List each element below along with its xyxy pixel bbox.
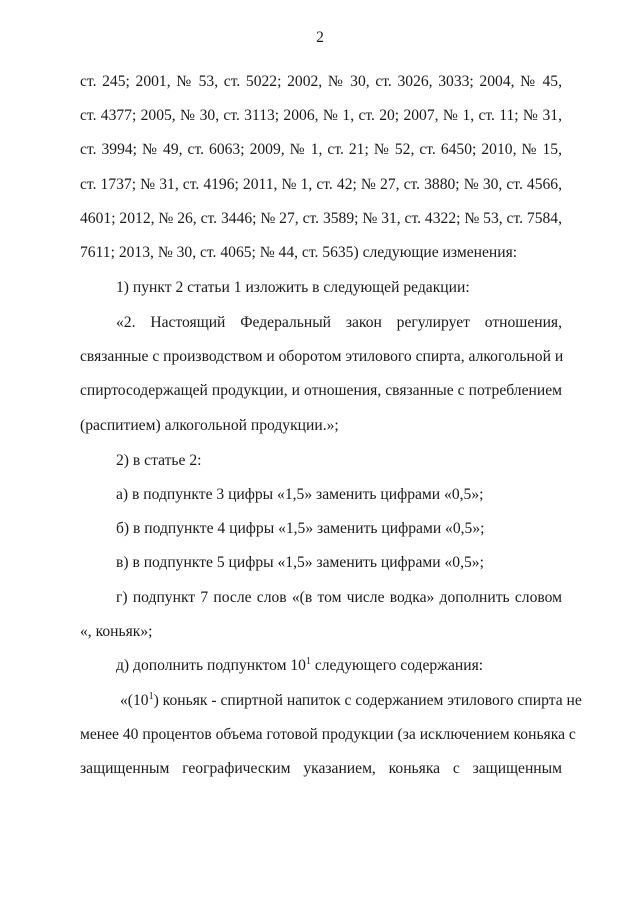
quote-line: защищенным географическим указанием, коньяка с защищенным <box>80 760 562 777</box>
page-number: 2 <box>316 29 324 46</box>
quote-line: спиртосодержащей продукции, и отношения, связанные с потреблением <box>80 382 562 399</box>
text-line: ст. 4377; 2005, № 30, ст. 3113; 2006, № 1, ст. 20; 2007, № 1, ст. 11; № 31, <box>80 107 562 124</box>
quote-line: менее 40 процентов объема готовой продукции (за исключением коньяка с <box>80 726 576 743</box>
text-line: 4601; 2012, № 26, ст. 3446; № 27, ст. 3589; № 31, ст. 4322; № 53, ст. 7584, <box>80 210 562 227</box>
list-item: б) в подпункте 4 цифры «1,5» заменить цифрами «0,5»; <box>116 520 485 537</box>
text-line: «, коньяк»; <box>80 623 153 640</box>
quote-line: связанные с производством и оборотом этилового спирта, алкогольной и <box>80 348 564 365</box>
text-fragment: следующего содержания: <box>310 657 484 674</box>
quote-line <box>120 691 582 711</box>
superscript: 1 <box>305 656 311 667</box>
list-item: 1) пункт 2 статьи 1 изложить в следующей редакции: <box>116 279 470 296</box>
list-item: 2) в статье 2: <box>116 452 202 469</box>
list-item: а) в подпункте 3 цифры «1,5» заменить цифрами «0,5»; <box>116 486 484 503</box>
text-line: ст. 1737; № 31, ст. 4196; 2011, № 1, ст. 42; № 27, ст. 3880; № 30, ст. 4566, <box>80 176 562 193</box>
text-fragment: д) дополнить подпунктом 10 <box>116 657 306 674</box>
text-line: ст. 245; 2001, № 53, ст. 5022; 2002, № 30, ст. 3026, 3033; 2004, № 45, <box>80 73 562 90</box>
quote-line: (распитием) алкогольной продукции.»; <box>80 417 339 434</box>
text-fragment: ) коньяк - спиртной напиток с содержанием этилового спирта не <box>153 692 582 709</box>
text-line: 7611; 2013, № 30, ст. 4065; № 44, ст. 5635) следующие изменения: <box>80 244 518 261</box>
list-item <box>116 656 562 676</box>
quote-line: «2. Настоящий Федеральный закон регулирует отношения, <box>116 314 562 331</box>
list-item: в) в подпункте 5 цифры «1,5» заменить цифрами «0,5»; <box>116 554 484 571</box>
superscript: 1 <box>148 691 154 702</box>
list-item: г) подпункт 7 после слов «(в том числе водка» дополнить словом <box>116 589 562 606</box>
text-fragment: «(10 <box>120 692 149 709</box>
text-line: ст. 3994; № 49, ст. 6063; 2009, № 1, ст. 21; № 52, ст. 6450; 2010, № 15, <box>80 141 562 158</box>
